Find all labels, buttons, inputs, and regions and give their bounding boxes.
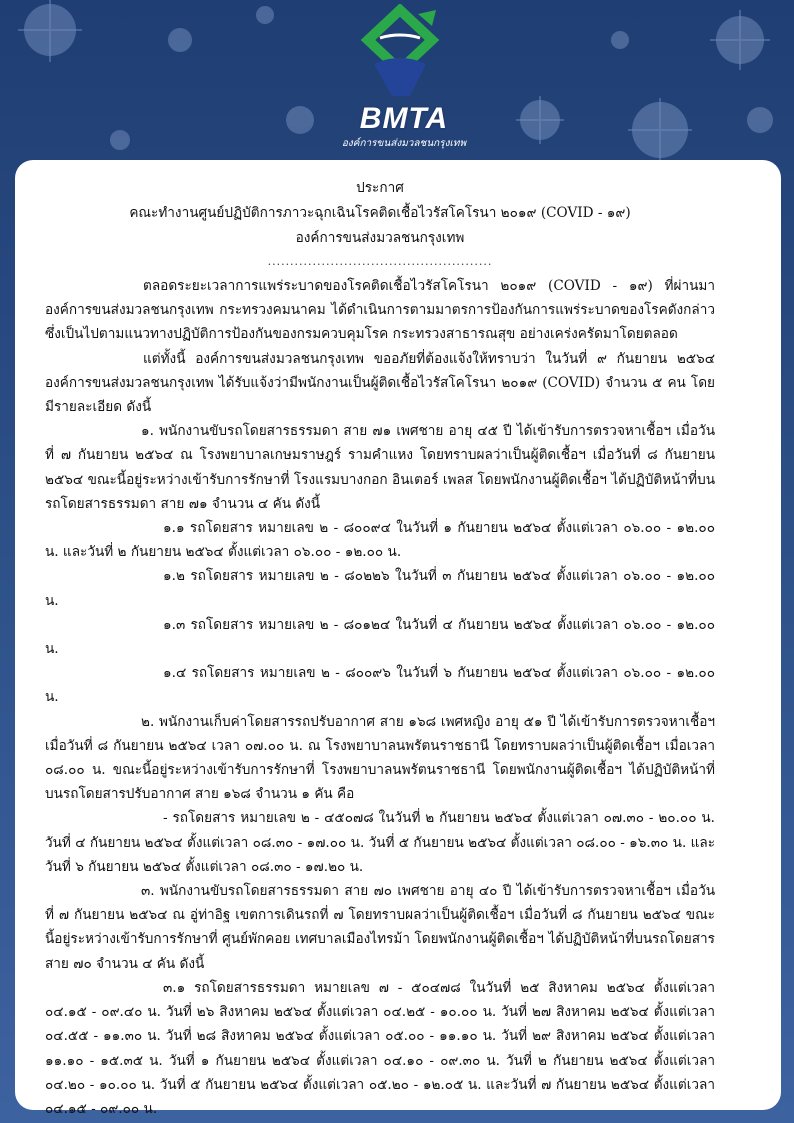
paragraph-case-1: ๑. พนักงานขับรถโดยสารธรรมดา สาย ๗๑ เพศชาย อายุ ๔๕ ปี ได้เข้ารับการตรวจหาเชื้อฯ เมื่อวันที่ ๗ กันยายน ๒๕๖๔ ณ โรงพยาบาลเกษมราษฎร์ รามคำแหง โดยทราบผลว่าเป็นผู้ติดเชื้อฯ เมื่อวันที่ ๘ กันยายน ๒๕๖๔ ขณะนี้อยู่ระหว่างเข้ารับการรักษาที่ โรงแรมบางกอก อินเตอร์ เพลส โดยพนักงานผู้ติดเชื้อฯ ได้ปฏิบัติหน้าที่บนรถโดยสารธรรมดา สาย ๗๑ จำนวน ๔ คัน ดังนี้ — [45, 423, 715, 512]
logo-subtext: องค์การขนส่งมวลชนกรุงเทพ — [341, 138, 467, 149]
bmta-logo-mark-icon — [340, 4, 460, 104]
list-item: ๑.๒ รถโดยสาร หมายเลข ๒ - ๘๐๒๒๖ ในวันที่ ๓ กันยายน ๒๕๖๔ ตั้งแต่เวลา ๐๖.๐๐ - ๑๒.๐๐ น. — [45, 568, 715, 609]
announcement-document — [45, 176, 715, 1121]
header-banner — [0, 0, 794, 160]
logo-text: BMTA — [359, 102, 449, 135]
list-item: ๑.๔ รถโดยสาร หมายเลข ๒ - ๘๐๐๙๖ ในวันที่ ๖ กันยายน ๒๕๖๔ ตั้งแต่เวลา ๐๖.๐๐ - ๑๒.๐๐ น. — [45, 665, 715, 706]
divider: .................................................. — [267, 255, 493, 268]
list-item: ๓.๑ รถโดยสารธรรมดา หมายเลข ๗ - ๕๐๔๗๘ ในวันที่ ๒๕ สิงหาคม ๒๕๖๔ ตั้งแต่เวลา ๐๔.๑๕ - ๐๙.๔๐ น. วันที่ ๒๖ สิงหาคม ๒๕๖๔ ตั้งแต่เวลา ๐๔.๒๕ - ๑๐.๐๐ น. วันที่ ๒๗ สิงหาคม ๒๕๖๔ ตั้งแต่เวลา ๐๔.๕๕ - ๑๑.๓๐ น. วันที่ ๒๘ สิงหาคม ๒๕๖๔ ตั้งแต่เวลา ๐๕.๐๐ - ๑๑.๑๐ น. วันที่ ๒๙ สิงหาคม ๒๕๖๔ ตั้งแต่เวลา ๑๑.๑๐ - ๑๕.๓๕ น. วันที่ ๑ กันยายน ๒๕๖๔ ตั้งแต่เวลา ๐๔.๑๐ - ๐๙.๓๐ น. วันที่ ๒ กันยายน ๒๕๖๔ ตั้งแต่เวลา ๐๔.๒๐ - ๑๐.๐๐ น. วันที่ ๕ กันยายน ๒๕๖๔ ตั้งแต่เวลา ๐๕.๒๐ - ๑๒.๐๕ น. และวันที่ ๗ กันยายน ๒๕๖๔ ตั้งแต่เวลา ๐๔.๑๕ - ๐๙.๐๐ น. — [45, 979, 715, 1117]
announcement-organization: องค์การขนส่งมวลชนกรุงเทพ — [295, 230, 465, 246]
paragraph-case-3: ๓. พนักงานขับรถโดยสารธรรมดา สาย ๗๐ เพศชาย อายุ ๔๐ ปี ได้เข้ารับการตรวจหาเชื้อฯ เมื่อวันที่ ๗ กันยายน ๒๕๖๔ ณ อู่ท่าอิฐ เขตการเดินรถที่ ๗ โดยทราบผลว่าเป็นผู้ติดเชื้อฯ เมื่อวันที่ ๘ กันยายน ๒๕๖๔ ขณะนี้อยู่ระหว่างเข้ารับการรักษาที่ ศูนย์พักคอย เทศบาลเมืองไทรม้า โดยพนักงานผู้ติดเชื้อฯ ได้ปฏิบัติหน้าที่บนรถโดยสาร สาย ๗๐ จำนวน ๔ คัน ดังนี้ — [45, 883, 715, 972]
list-item: ๑.๑ รถโดยสาร หมายเลข ๒ - ๘๐๐๙๔ ในวันที่ ๑ กันยายน ๒๕๖๔ ตั้งแต่เวลา ๐๖.๐๐ - ๑๒.๐๐ น. และวันที่ ๒ กันยายน ๒๕๖๔ ตั้งแต่เวลา ๐๖.๐๐ - ๑๒.๐๐ น. — [45, 520, 715, 561]
list-item: ๑.๓ รถโดยสาร หมายเลข ๒ - ๘๐๑๒๔ ในวันที่ ๔ กันยายน ๒๕๖๔ ตั้งแต่เวลา ๐๖.๐๐ - ๑๒.๐๐ น. — [45, 616, 715, 658]
paragraph-intro: ตลอดระยะเวลาการแพร่ระบาดของโรคติดเชื้อไวรัสโคโรนา ๒๐๑๙ (COVID - ๑๙) ที่ผ่านมาองค์การขนส่งมวลชนกรุงเทพ กระทรวงคมนาคม ได้ดำเนินการตามมาตรการป้องกันการแพร่ระบาดของโรคดังกล่าว ซึ่งเป็นไปตามแนวทางปฏิบัติการป้องกันของกรมควบคุมโรค กระทรวงสาธารณสุข อย่างเคร่งครัดมาโดยตลอด — [45, 278, 715, 343]
announcement-heading: ประกาศ — [356, 180, 404, 196]
announcement-subheading: คณะทำงานศูนย์ปฏิบัติการภาวะฉุกเฉินโรคติดเชื้อไวรัสโคโรนา ๒๐๑๙ (COVID - ๑๙) — [129, 205, 631, 221]
bmta-logo — [320, 4, 480, 150]
paragraph-notice: แต่ทั้งนี้ องค์การขนส่งมวลชนกรุงเทพ ขออภัยที่ต้องแจ้งให้ทราบว่า ในวันที่ ๙ กันยายน ๒๕๖๔ องค์การขนส่งมวลชนกรุงเทพ ได้รับแจ้งว่ามีพนักงานเป็นผู้ติดเชื้อไวรัสโคโรนา ๒๐๑๙ (COVID) จำนวน ๕ คน โดยมีรายละเอียด ดังนี้ — [45, 350, 715, 416]
paragraph-case-2: ๒. พนักงานเก็บค่าโดยสารรถปรับอากาศ สาย ๑๖๘ เพศหญิง อายุ ๕๑ ปี ได้เข้ารับการตรวจหาเชื้อฯ เมื่อวันที่ ๘ กันยายน ๒๕๖๔ เวลา ๐๗.๐๐ น. ณ โรงพยาบาลนพรัตนราชธานี โดยทราบผลว่าเป็นผู้ติดเชื้อฯ เมื่อเวลา ๐๘.๐๐ น. ขณะนี้อยู่ระหว่างเข้ารับการรักษาที่ โรงพยาบาลนพรัตนราชธานี โดยพนักงานผู้ติดเชื้อฯ ได้ปฏิบัติหน้าที่บนรถโดยสารปรับอากาศ สาย ๑๖๘ จำนวน ๑ คัน คือ — [45, 713, 715, 803]
announcement-card — [15, 160, 781, 1117]
list-item: - รถโดยสาร หมายเลข ๒ - ๔๕๐๗๘ ในวันที่ ๒ กันยายน ๒๕๖๔ ตั้งแต่เวลา ๐๗.๓๐ - ๒๐.๐๐ น. วันที่ ๔ กันยายน ๒๕๖๔ ตั้งแต่เวลา ๐๘.๓๐ - ๑๗.๐๐ น. วันที่ ๕ กันยายน ๒๕๖๔ ตั้งแต่เวลา ๐๘.๐๐ - ๑๖.๓๐ น. และวันที่ ๖ กันยายน ๒๕๖๔ ตั้งแต่เวลา ๐๘.๓๐ - ๑๗.๒๐ น. — [45, 810, 715, 875]
